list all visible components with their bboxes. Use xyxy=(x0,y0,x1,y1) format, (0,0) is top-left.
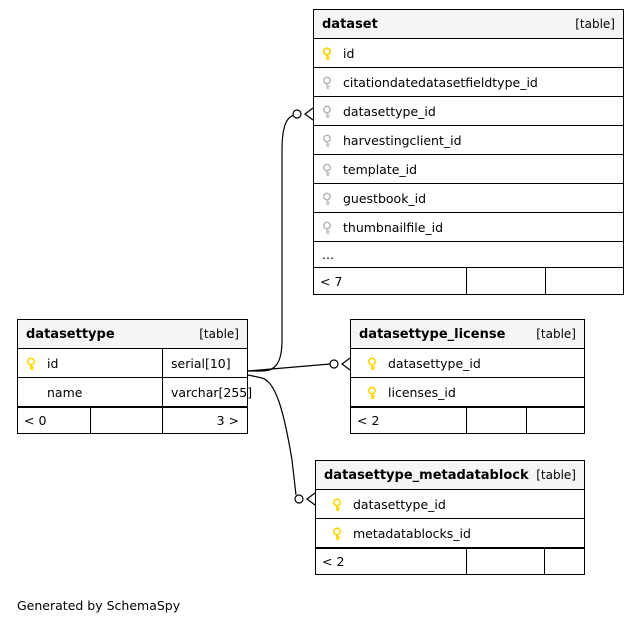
outbound-relationship-count: 3 > xyxy=(162,408,247,433)
table-row[interactable] xyxy=(351,378,584,407)
table-tag: [table] xyxy=(536,468,576,482)
table-datasettype[interactable] xyxy=(17,319,253,434)
primary-key-icon xyxy=(332,497,346,511)
column-label: datasettype_id xyxy=(353,496,446,512)
column-label: harvestingclient_id xyxy=(343,132,462,148)
footer-mid-cell xyxy=(466,268,545,294)
primary-key-icon xyxy=(26,356,40,370)
table-row[interactable] xyxy=(314,213,623,242)
column-type: varchar[255] xyxy=(162,378,247,406)
column-label: name xyxy=(47,384,83,400)
column-name-cell xyxy=(314,97,623,125)
table-row[interactable] xyxy=(314,155,623,184)
column-name-cell xyxy=(314,184,623,212)
column-name-cell xyxy=(314,68,623,96)
table-datasettype-license[interactable] xyxy=(350,319,585,434)
table-tag: [table] xyxy=(575,17,615,31)
column-name-cell xyxy=(351,378,584,406)
table-header xyxy=(316,461,584,490)
primary-key-icon xyxy=(322,46,336,60)
more-columns-indicator: ... xyxy=(314,242,623,268)
diagram-caption: Generated by SchemaSpy xyxy=(17,598,181,613)
column-label: id xyxy=(47,355,59,371)
outbound-relationship-count xyxy=(526,408,584,433)
column-label: datasettype_id xyxy=(343,103,436,119)
table-footer xyxy=(351,407,584,433)
foreign-key-icon xyxy=(322,162,336,176)
footer-mid-cell xyxy=(90,408,162,433)
primary-key-icon xyxy=(367,385,381,399)
column-name-cell xyxy=(314,39,623,67)
table-dataset[interactable] xyxy=(313,9,624,295)
column-name-cell xyxy=(316,490,584,518)
primary-key-icon xyxy=(367,356,381,370)
foreign-key-icon xyxy=(322,220,336,234)
outbound-relationship-count xyxy=(545,268,623,294)
column-name-cell xyxy=(18,349,162,377)
table-title: dataset xyxy=(322,16,378,32)
table-title: datasettype_metadatablock xyxy=(324,467,529,483)
column-label: id xyxy=(343,45,355,61)
table-row[interactable] xyxy=(18,378,253,407)
table-tag: [table] xyxy=(536,327,576,341)
table-datasettype-metadatablock[interactable] xyxy=(315,460,585,575)
column-name-cell xyxy=(314,213,623,241)
foreign-key-icon xyxy=(322,133,336,147)
inbound-relationship-count: < 0 xyxy=(24,413,47,428)
foreign-key-icon xyxy=(322,75,336,89)
column-label: metadatablocks_id xyxy=(353,525,471,541)
primary-key-icon xyxy=(332,526,346,540)
inbound-relationship-count: < 2 xyxy=(357,413,380,428)
footer-mid-cell xyxy=(466,549,544,574)
column-label: template_id xyxy=(343,161,418,177)
table-row[interactable] xyxy=(351,349,584,378)
outbound-relationship-count xyxy=(544,549,584,574)
table-title: datasettype_license xyxy=(359,326,506,342)
table-header xyxy=(351,320,584,349)
foreign-key-icon xyxy=(322,191,336,205)
table-title: datasettype xyxy=(26,326,115,342)
table-footer xyxy=(314,268,623,294)
column-name-cell xyxy=(351,349,584,377)
table-row[interactable] xyxy=(314,97,623,126)
foreign-key-icon xyxy=(322,104,336,118)
inbound-relationship-count: < 7 xyxy=(320,273,343,289)
table-row[interactable] xyxy=(316,519,584,548)
column-name-cell xyxy=(316,519,584,547)
table-row[interactable] xyxy=(316,490,584,519)
column-name-cell xyxy=(314,155,623,183)
table-row[interactable] xyxy=(314,126,623,155)
column-name-cell xyxy=(18,378,162,406)
column-type: serial[10] xyxy=(162,349,247,377)
column-label: datasettype_id xyxy=(388,355,481,371)
table-row[interactable] xyxy=(314,68,623,97)
column-name-cell xyxy=(314,126,623,154)
table-row[interactable] xyxy=(18,349,247,378)
table-header xyxy=(18,320,247,349)
column-label: licenses_id xyxy=(388,384,456,400)
table-header xyxy=(314,10,623,39)
table-footer xyxy=(316,548,584,574)
inbound-relationship-count: < 2 xyxy=(322,554,345,569)
table-tag: [table] xyxy=(199,327,239,341)
table-row[interactable] xyxy=(314,39,623,68)
column-label: guestbook_id xyxy=(343,190,427,206)
column-label: thumbnailfile_id xyxy=(343,219,444,235)
column-label: citationdatedatasetfieldtype_id xyxy=(343,74,538,90)
table-row[interactable] xyxy=(314,184,623,213)
footer-mid-cell xyxy=(466,408,526,433)
table-footer xyxy=(18,407,247,433)
